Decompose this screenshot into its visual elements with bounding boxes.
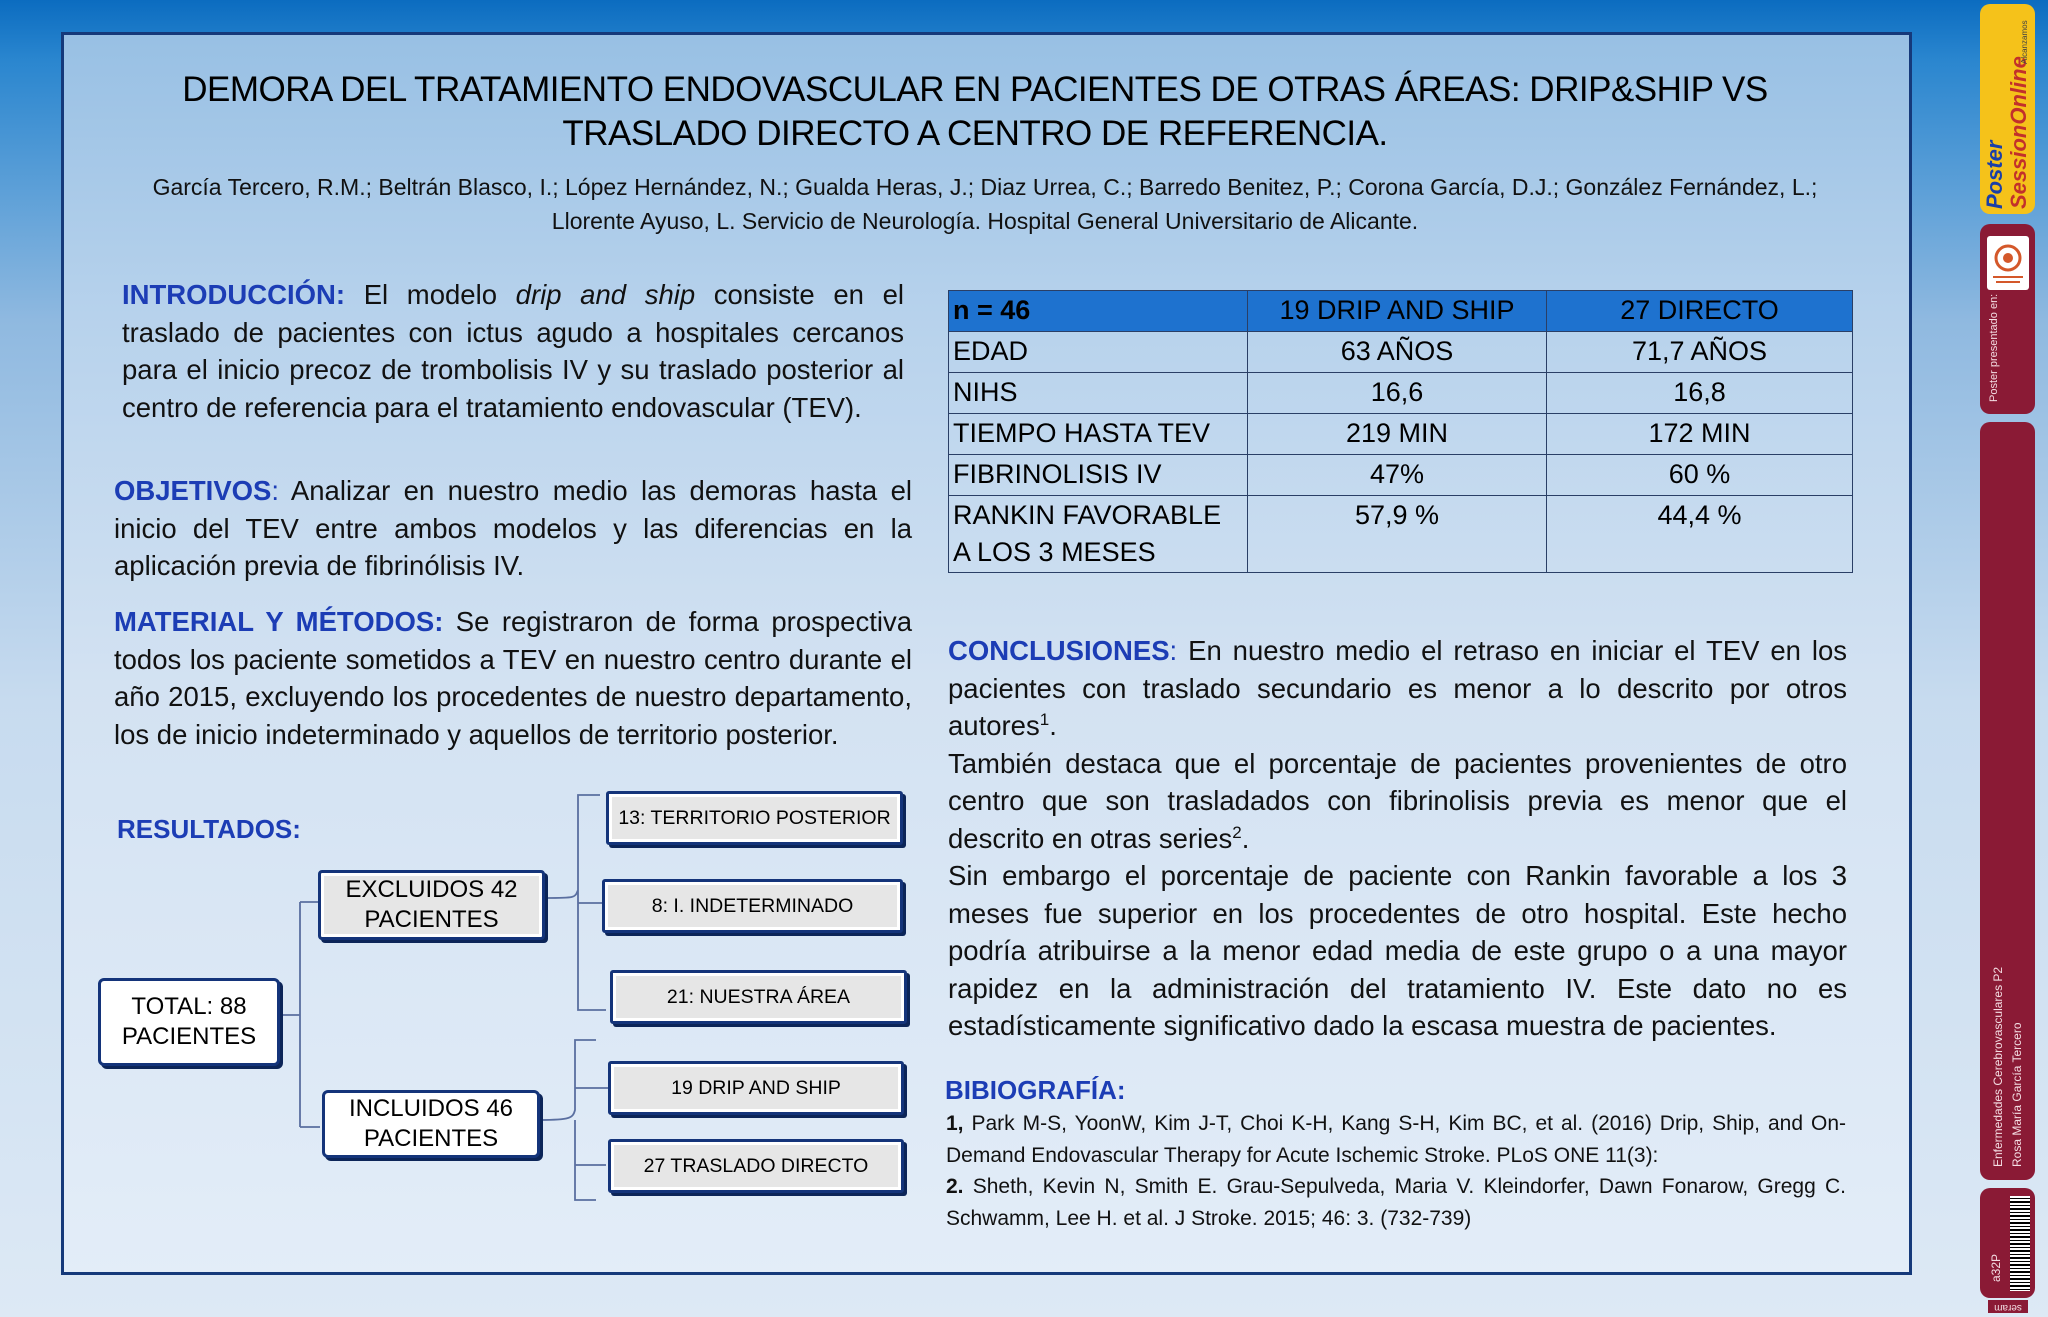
brand-subtitle: Alcanzamos: [2020, 20, 2029, 64]
barcode-icon: [2010, 1196, 2030, 1291]
presentado-text: Poster presentado en:: [1988, 293, 2000, 402]
table-cell: EDAD: [949, 332, 1248, 373]
objetivos-heading: OBJETIVOS: [114, 475, 272, 506]
flow-item-indeterminado: 8: I. INDETERMINADO: [602, 879, 903, 933]
metodos-text: Se registraron de forma prospectiva todos los paciente sometidos a TEV en nuestro centro durante el año 2015, excluyendo los procedentes de nuestro departamento, los de inicio indeterminado y aquellos de territorio posterior.: [114, 606, 913, 750]
table-row: [949, 496, 1853, 573]
flow-item-territorio-posterior: 13: TERRITORIO POSTERIOR: [606, 791, 903, 845]
table-cell: NIHS: [949, 373, 1248, 414]
poster-code: a32P: [1989, 1253, 2003, 1282]
conclusiones-section: [948, 632, 1847, 1045]
table-header-cell: 19 DRIP AND SHIP: [1248, 291, 1547, 332]
conclusiones-heading: CONCLUSIONES: [948, 635, 1170, 666]
sidebar-presentado-panel: [1980, 224, 2035, 414]
table-cell: 57,9 %: [1248, 496, 1547, 573]
table-cell: 60 %: [1547, 455, 1853, 496]
table-row: [949, 373, 1853, 414]
table-row: [949, 414, 1853, 455]
table-header-row: [949, 291, 1853, 332]
table-header-cell: 27 DIRECTO: [1547, 291, 1853, 332]
table-cell: 172 MIN: [1547, 414, 1853, 455]
intro-heading: INTRODUCCIÓN:: [122, 279, 346, 310]
flow-item-nuestra-area: 21: NUESTRA ÁREA: [610, 970, 907, 1024]
bibliografia-list: [946, 1108, 1846, 1234]
intro-text-post: consiste en el traslado de pacientes con ictus agudo a hospitales cercanos para el inicio precoz de trombolisis IV y su traslado posterior al centro de referencia para el tratamiento endovascular (TEV).: [122, 279, 904, 423]
conclusiones-p2: También destaca que el porcentaje de pacientes provenientes de otro centro que son trasladados con fibrinolisis previa es menor que el descrito en otras series$^2$.: [948, 747, 1847, 854]
seram-label: seram: [1988, 1300, 2028, 1313]
posterSessionOnline-logo[interactable]: Poster SessionOnline Alcanzamos: [1980, 4, 2035, 214]
authors-line: García Tercero, R.M.; Beltrán Blasco, I.; López Hernández, N.; Gualda Heras, J.; Diaz Urrea, C.; Barredo Benitez, P.; Corona García, D.J.; González Fernández, L.; Llorente Ayuso, L. Servicio de Neurología. Hospital General Universitario de Alicante.: [152, 174, 1818, 234]
bib-ref-1: 1, Park M-S, YoonW, Kim J-T, Choi K-H, Kang S-H, Kim BC, et al. (2016) Drip, Ship, and On- Demand Endovascular Therapy for Acute Ischemic Stroke. PLoS ONE 11(3):: [946, 1112, 1846, 1167]
session-name: Enfermedades Cerebrovasculares P2: [1991, 966, 2005, 1167]
table-cell: 63 AÑOS: [1248, 332, 1547, 373]
incluidos-box: INCLUIDOS 46 PACIENTES: [322, 1090, 540, 1158]
results-table: [948, 290, 1853, 573]
footnote-ref-2: 2: [1232, 822, 1242, 842]
flow-item-drip-and-ship: 19 DRIP AND SHIP: [608, 1061, 904, 1115]
conclusiones-p3: Sin embargo el porcentaje de paciente con Rankin favorable a los 3 meses fue superior en los procedentes de otro hospital. Este hecho podría atribuirse a la menor edad media de este grupo o a una mayor rapidez en la administración del tratamiento IV. Este dato no es estadísticamente significativo dado la escasa muestra de pacientes.: [948, 860, 1847, 1041]
bibliografia-heading: BIBIOGRAFÍA:: [945, 1075, 1126, 1105]
sidebar-session-panel: [1980, 422, 2035, 1180]
metodos-heading: MATERIAL Y MÉTODOS:: [114, 606, 444, 637]
intro-text-pre: El modelo: [345, 279, 516, 310]
table-cell: 47%: [1248, 455, 1547, 496]
flow-item-traslado-directo: 27 TRASLADO DIRECTO: [608, 1139, 904, 1193]
sidebar-code-panel: [1980, 1188, 2035, 1298]
society-logo: [1987, 236, 2029, 290]
objetivos-colon: :: [271, 475, 280, 506]
conclusiones-p1: CONCLUSIONES: En nuestro medio el retraso en iniciar el TEV en los pacientes con traslado secundario es menor a lo descrito por otros autores$^1$.: [948, 635, 1847, 741]
bib-ref-2: 2. Sheth, Kevin N, Smith E. Grau-Sepulveda, Maria V. Kleindorfer, Dawn Fonarow, Gregg C. Schwamm, Lee H. et al. J Stroke. 2015; 46: 3. (732-739): [946, 1175, 1846, 1230]
table-cell: RANKIN FAVORABLE A LOS 3 MESES: [949, 496, 1248, 573]
table-cell: 219 MIN: [1248, 414, 1547, 455]
table-cell: 71,7 AÑOS: [1547, 332, 1853, 373]
table-cell: 16,6: [1248, 373, 1547, 414]
intro-italic: drip and ship: [515, 279, 696, 310]
table-cell: FIBRINOLISIS IV: [949, 455, 1248, 496]
excluidos-box: EXCLUIDOS 42 PACIENTES: [318, 870, 545, 940]
poster-title: DEMORA DEL TRATAMIENTO ENDOVASCULAR EN PACIENTES DE OTRAS ÁREAS: DRIP&SHIP VS TRASLADO DIRECTO A CENTRO DE REFERENCIA.: [182, 70, 1768, 153]
resultados-heading: RESULTADOS:: [117, 814, 301, 844]
footnote-ref-1: 1: [1039, 709, 1050, 729]
total-box: TOTAL: 88 PACIENTES: [98, 978, 280, 1066]
objetivos-text: Analizar en nuestro medio las demoras hasta el inicio del TEV entre ambos modelos y las diferencias en la aplicación previa de fibrinólisis IV.: [114, 475, 912, 581]
table-cell: TIEMPO HASTA TEV: [949, 414, 1248, 455]
presenter-name: Rosa María García Tercero: [2010, 1022, 2024, 1167]
table-row: [949, 455, 1853, 496]
table-cell: 16,8: [1547, 373, 1853, 414]
conclusiones-colon: :: [1169, 635, 1178, 666]
table-header-cell: n = 46: [949, 291, 1248, 332]
table-cell: 44,4 %: [1547, 496, 1853, 573]
table-row: [949, 332, 1853, 373]
